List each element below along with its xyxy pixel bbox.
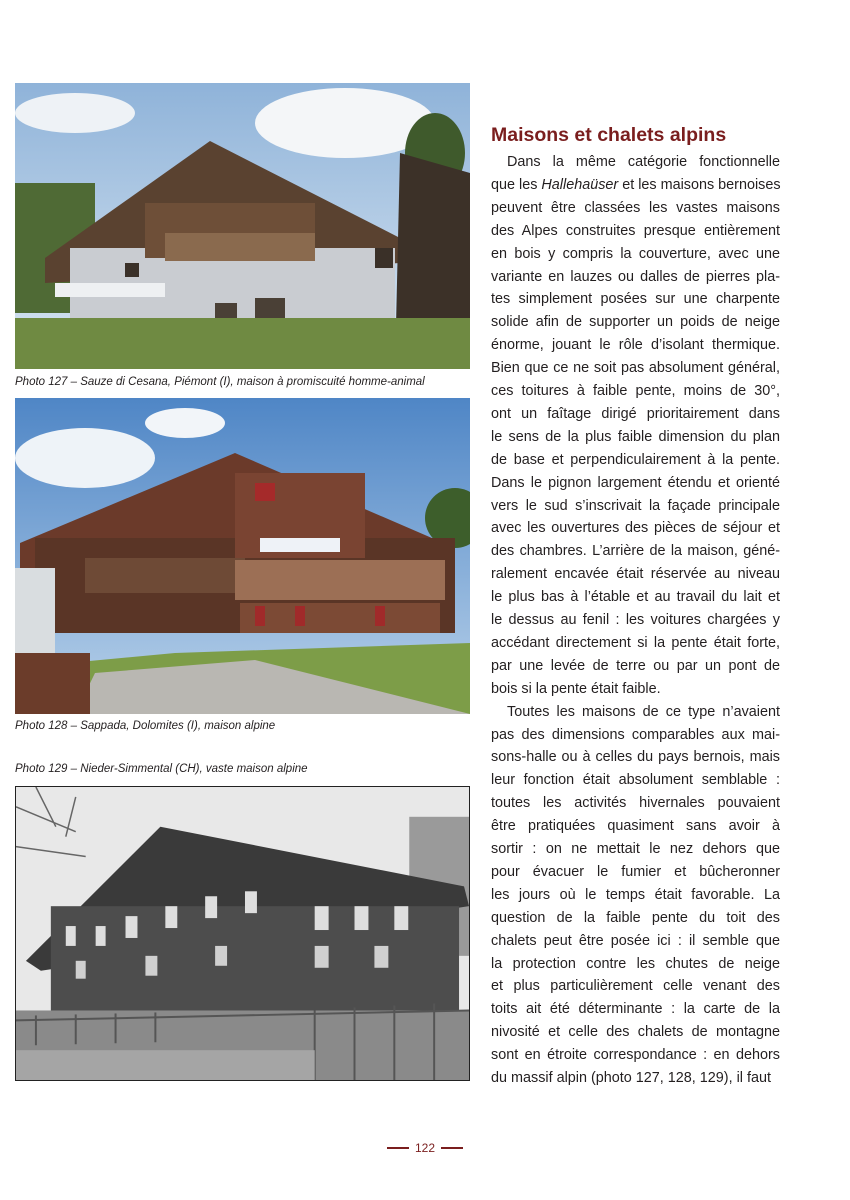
body-text-line: de base et perpendiculairement à la pente. xyxy=(491,451,780,468)
photo-128-caption: Photo 128 – Sappada, Dolomites (I), maison alpine xyxy=(15,720,276,732)
footer-rule-right xyxy=(441,1147,463,1149)
photo-128-image xyxy=(15,398,470,714)
body-text-line: ralement encavée était réservée au niveau xyxy=(491,566,780,583)
body-text-line: sons-halle ou à celles du pays bernois, mais xyxy=(491,749,780,766)
body-text-line: nivosité et celle des chalets de montagne xyxy=(491,1024,780,1041)
body-text-line: la protection contre les chutes de neige xyxy=(491,955,780,972)
body-text-line: Bien que ce ne soit pas absolument général, xyxy=(491,360,780,377)
body-text-line: leur fonction était absolument semblable : xyxy=(491,772,780,789)
body-text-line: par une levée de terre ou par un pont de xyxy=(491,657,780,674)
body-text-line: des Alpes construites presque entièrement xyxy=(491,222,780,239)
body-text-line: du massif alpin (photo 127, 128, 129), il faut xyxy=(491,1070,771,1086)
body-text-line: les jours où le temps était favorable. La xyxy=(491,886,780,903)
body-text-line: Dans la même catégorie fonctionnelle xyxy=(507,154,780,170)
body-text-line: avec les ouvertures des pièces de séjour et xyxy=(491,520,780,537)
body-text-line: solide afin de supporter un poids de neige xyxy=(491,314,780,331)
body-text-line: des chambres. L’arrière de la maison, géné- xyxy=(491,543,780,560)
body-text-line xyxy=(491,175,780,195)
photo-129-caption: Photo 129 – Nieder-Simmental (CH), vaste maison alpine xyxy=(15,763,308,775)
body-text-line: bois si la pente était faible. xyxy=(491,680,661,697)
body-text-line: toutes les activités hivernales pouvaient xyxy=(491,795,780,812)
body-text-line: toits ait été déterminante : la carte de la xyxy=(491,1001,780,1018)
body-text-line: accédant directement si la pente était forte, xyxy=(491,634,780,651)
body-text-line: peuvent être classées les vastes maisons xyxy=(491,199,780,216)
body-text-line: pour évacuer le fumier et bûcheronner xyxy=(491,863,780,880)
body-text-line: ont un faîtage dirigé prioritairement dans xyxy=(491,405,780,422)
photo-128 xyxy=(15,398,470,714)
photo-129 xyxy=(15,786,470,1081)
body-text-line: le sens de la plus faible dimension du plan xyxy=(491,428,780,445)
body-text-line: sortir : on ne mettait le nez dehors que xyxy=(491,841,780,857)
body-text-line: le dessus au fenil : les voitures chargées y xyxy=(491,612,780,628)
section-title: Maisons et chalets alpins xyxy=(491,124,727,146)
body-text-line: sont en étroite correspondance : en dehors xyxy=(491,1047,780,1064)
text-span: que les xyxy=(491,176,542,193)
page-footer xyxy=(0,1139,850,1157)
body-text-line: être pratiquées quasiment sans avoir à xyxy=(491,818,780,835)
photo-127 xyxy=(15,83,470,369)
body-text-line: question de la faible pente du toit des xyxy=(491,909,780,926)
body-text-line: en bois y compris la couverture, avec une xyxy=(491,245,780,262)
italic-term: Hallehaüser xyxy=(541,176,619,193)
body-text-line: Dans le pignon largement étendu et orienté xyxy=(491,474,780,491)
body-text-line: variante en lauzes ou dalles de pierres pla- xyxy=(491,268,780,285)
text-span: et les maisons bernoises xyxy=(618,176,781,193)
body-text-line: ces toitures à faible pente, moins de 30°, xyxy=(491,383,780,399)
photo-127-caption: Photo 127 – Sauze di Cesana, Piémont (I), maison à promiscuité homme-animal xyxy=(15,376,425,388)
body-text-line: énorme, jouant le rôle d’isolant thermique. xyxy=(491,337,780,354)
photo-127-image xyxy=(15,83,470,369)
body-text-line: pas des dimensions comparables aux mai- xyxy=(491,726,780,743)
body-text-line: le plus bas à l’étable et au travail du lait et xyxy=(491,589,780,606)
body-text-line: et plus particulièrement celle venant des xyxy=(491,978,780,995)
photo-129-image xyxy=(16,787,469,1080)
body-text-line: Toutes les maisons de ce type n’avaient xyxy=(507,703,780,720)
page-number: 122 xyxy=(414,1141,436,1155)
body-text-line: tes simplement posées sur une charpente xyxy=(491,291,780,308)
body-text-line: chalets peut être posée ici : il semble que xyxy=(491,932,780,949)
footer-rule-left xyxy=(387,1147,409,1149)
body-text-line: vers le sud s’inscrivait la façade principale xyxy=(491,497,780,514)
